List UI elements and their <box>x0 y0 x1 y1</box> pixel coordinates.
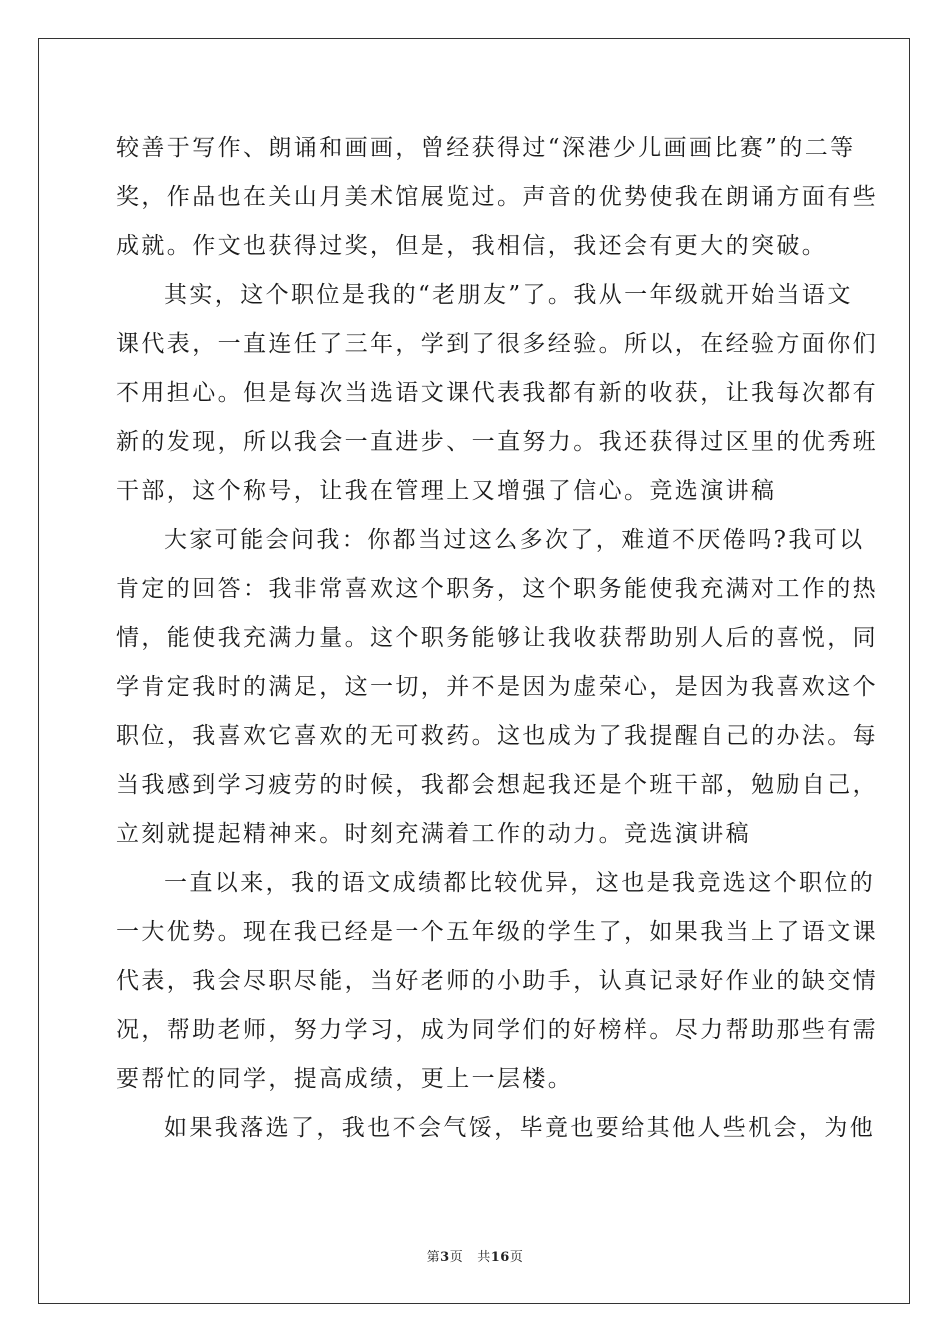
text-line: 一大优势。现在我已经是一个五年级的学生了，如果我当上了语文课 <box>116 919 878 945</box>
document-body <box>116 124 878 1153</box>
text-line: 一直以来，我的语文成绩都比较优异，这也是我竞选这个职位的 <box>164 870 876 896</box>
text-line: 肯定的回答：我非常喜欢这个职务，这个职务能使我充满对工作的热 <box>116 576 878 602</box>
text-line: 其实，这个职位是我的“老朋友”了。我从一年级就开始当语文 <box>164 282 853 308</box>
text-line: 学肯定我时的满足，这一切，并不是因为虚荣心，是因为我喜欢这个 <box>116 674 878 700</box>
page-footer <box>0 1246 950 1265</box>
text-line: 如果我落选了，我也不会气馁，毕竟也要给其他人些机会，为他 <box>164 1115 876 1141</box>
text-line: 要帮忙的同学，提高成绩，更上一层楼。 <box>116 1066 574 1092</box>
footer-prefix: 第 <box>426 1250 441 1265</box>
text-line: 大家可能会问我：你都当过这么多次了，难道不厌倦吗?我可以 <box>164 527 865 553</box>
text-line: 课代表，一直连任了三年，学到了很多经验。所以，在经验方面你们 <box>116 331 878 357</box>
text-line: 情，能使我充满力量。这个职务能够让我收获帮助别人后的喜悦，同 <box>116 625 878 651</box>
footer-total-suffix: 页 <box>509 1250 524 1265</box>
footer-total-prefix: 共 <box>477 1250 491 1265</box>
text-line: 立刻就提起精神来。时刻充满着工作的动力。竞选演讲稿 <box>116 821 751 847</box>
text-line: 况，帮助老师，努力学习，成为同学们的好榜样。尽力帮助那些有需 <box>116 1017 878 1043</box>
text-line: 奖，作品也在关山月美术馆展览过。声音的优势使我在朗诵方面有些 <box>116 184 878 210</box>
text-line: 成就。作文也获得过奖，但是，我相信，我还会有更大的突破。 <box>116 233 828 259</box>
total-page-count: 16 <box>490 1250 510 1265</box>
text-line: 代表，我会尽职尽能，当好老师的小助手，认真记录好作业的缺交情 <box>116 968 878 994</box>
text-line: 职位，我喜欢它喜欢的无可救药。这也成为了我提醒自己的办法。每 <box>116 723 878 749</box>
current-page-number: 3 <box>440 1250 450 1265</box>
text-line: 新的发现，所以我会一直进步、一直努力。我还获得过区里的优秀班 <box>116 429 878 455</box>
footer-page-suffix: 页 <box>449 1250 464 1265</box>
text-line: 干部，这个称号，让我在管理上又增强了信心。竞选演讲稿 <box>116 478 777 504</box>
text-line: 不用担心。但是每次当选语文课代表我都有新的收获，让我每次都有 <box>116 380 878 406</box>
text-line: 当我感到学习疲劳的时候，我都会想起我还是个班干部，勉励自己， <box>116 772 878 798</box>
text-line: 较善于写作、朗诵和画画，曾经获得过“深港少儿画画比赛”的二等 <box>116 135 856 161</box>
